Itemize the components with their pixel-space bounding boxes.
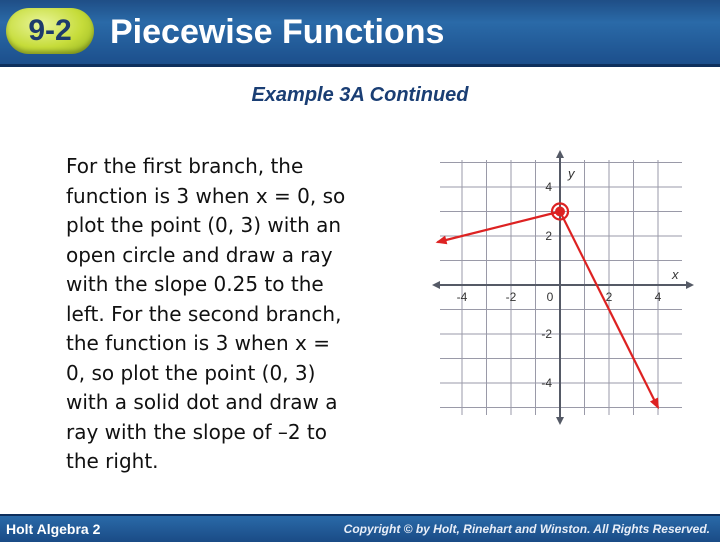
page-title: Piecewise Functions bbox=[110, 13, 445, 51]
solid-dot-point bbox=[555, 207, 565, 217]
x-axis-label: x bbox=[672, 267, 679, 282]
explanation-line: plot the point (0, 3) with an bbox=[66, 213, 342, 237]
piecewise-ray bbox=[438, 212, 561, 243]
example-heading: Example 3A Continued bbox=[251, 84, 469, 106]
x-tick-label: 2 bbox=[605, 290, 613, 304]
x-tick-label: 4 bbox=[654, 290, 662, 304]
y-tick-label: -4 bbox=[541, 376, 552, 390]
footer-copyright: Copyright © by Holt, Rinehart and Winston. All Rights Reserved. bbox=[343, 522, 710, 536]
explanation-line: function is 3 when x = 0, so bbox=[66, 183, 346, 208]
explanation-line: For the first branch, the bbox=[66, 154, 304, 178]
explanation-line: open circle and draw a ray bbox=[66, 242, 333, 267]
footer-bar bbox=[0, 514, 720, 542]
y-axis-arrow-up bbox=[556, 150, 564, 158]
x-tick-label: -2 bbox=[505, 290, 517, 304]
x-axis-arrow-left bbox=[432, 281, 440, 289]
x-tick-label: -4 bbox=[456, 290, 468, 304]
y-tick-label: -2 bbox=[541, 327, 552, 341]
explanation-line: with a solid dot and draw a bbox=[66, 390, 338, 414]
explanation-line: left. For the second branch, bbox=[66, 301, 342, 326]
x-axis-arrow-right bbox=[686, 281, 694, 289]
lesson-number: 9-2 bbox=[28, 14, 72, 47]
y-axis-arrow-down bbox=[556, 417, 564, 425]
y-tick-label: 4 bbox=[545, 180, 552, 194]
ray-arrowhead bbox=[436, 236, 448, 245]
explanation-line: the right. bbox=[66, 449, 159, 473]
x-tick-label: 0 bbox=[546, 290, 554, 304]
explanation-line: ray with the slope of –2 to bbox=[66, 419, 328, 444]
footer-book-title: Holt Algebra 2 bbox=[6, 521, 101, 537]
y-axis-label: y bbox=[568, 166, 575, 181]
explanation-line: 0, so plot the point (0, 3) bbox=[66, 360, 316, 385]
explanation-line: the function is 3 when x = bbox=[66, 331, 330, 355]
y-tick-label: 2 bbox=[545, 229, 552, 243]
explanation-line: with the slope 0.25 to the bbox=[66, 272, 324, 296]
